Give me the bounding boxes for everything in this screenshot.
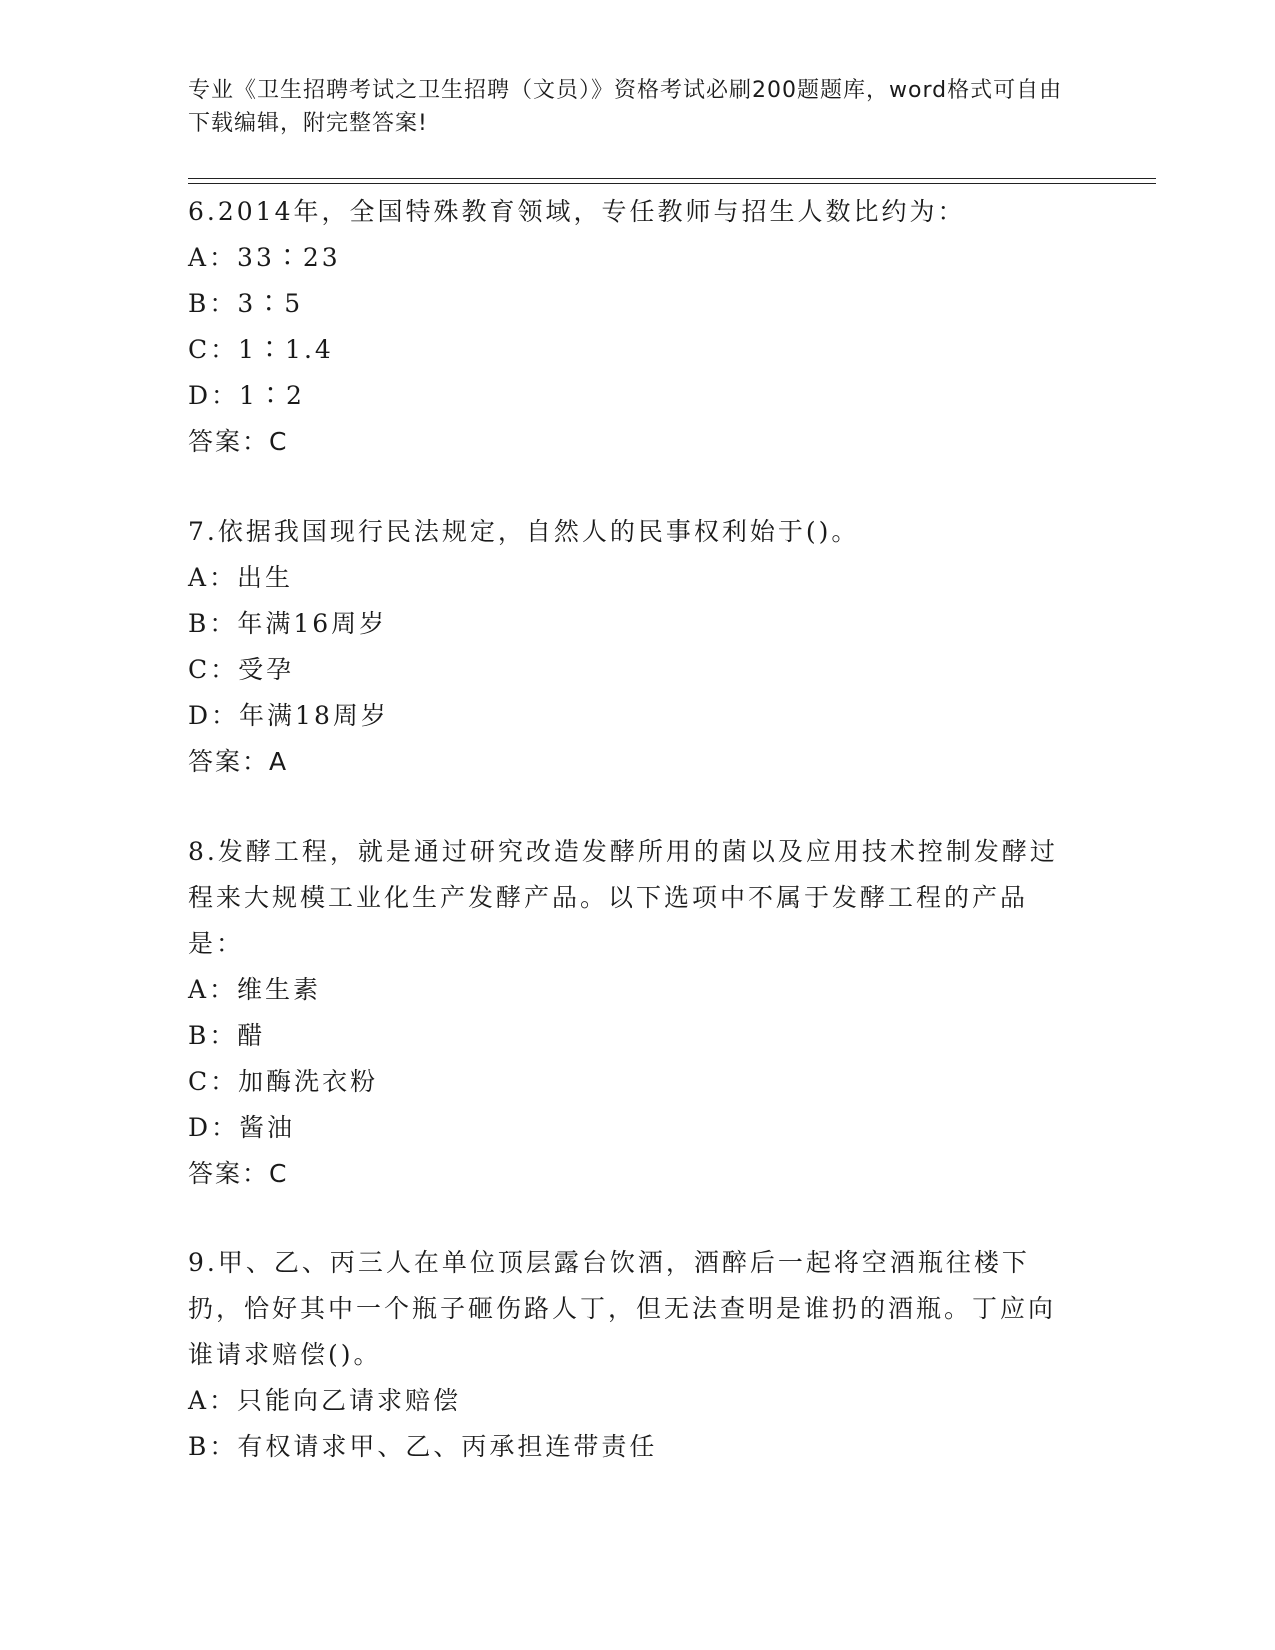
option-a: A：只能向乙请求赔偿 bbox=[188, 1386, 462, 1415]
question-7 bbox=[188, 509, 1068, 785]
option-b: B：醋 bbox=[188, 1021, 266, 1050]
option-b: B：3∶5 bbox=[188, 289, 304, 318]
answer: 答案：A bbox=[188, 747, 289, 776]
option-a: A：出生 bbox=[188, 563, 294, 592]
question-8 bbox=[188, 829, 1068, 1197]
option-d: D：年满18周岁 bbox=[188, 701, 389, 730]
option-a: A：维生素 bbox=[188, 975, 322, 1004]
option-b: B：有权请求甲、乙、丙承担连带责任 bbox=[188, 1432, 658, 1461]
option-c: C：1∶1.4 bbox=[188, 335, 334, 364]
document-header: 专业《卫生招聘考试之卫生招聘（文员）》资格考试必刷200题题库，word格式可自由下载编辑，附完整答案! bbox=[188, 78, 1063, 136]
answer: 答案：C bbox=[188, 427, 289, 456]
question-stem: 7.依据我国现行民法规定，自然人的民事权利始于()。 bbox=[188, 517, 860, 546]
question-stem: 9.甲、乙、丙三人在单位顶层露台饮酒，酒醉后一起将空酒瓶往楼下扔，恰好其中一个瓶子砸伤路人丁，但无法查明是谁扔的酒瓶。丁应向谁请求赔偿()。 bbox=[188, 1248, 1057, 1369]
option-a: A：33∶23 bbox=[188, 243, 341, 272]
question-stem: 6.2014年，全国特殊教育领域，专任教师与招生人数比约为： bbox=[188, 197, 966, 226]
option-d: D：1∶2 bbox=[188, 381, 305, 410]
option-b: B：年满16周岁 bbox=[188, 609, 388, 638]
header-divider-top bbox=[188, 178, 1156, 179]
option-c: C：加酶洗衣粉 bbox=[188, 1067, 379, 1096]
option-d: D：酱油 bbox=[188, 1113, 296, 1142]
question-stem: 8.发酵工程，就是通过研究改造发酵所用的菌以及应用技术控制发酵过程来大规模工业化生产发酵产品。以下选项中不属于发酵工程的产品是： bbox=[188, 837, 1058, 958]
question-6 bbox=[188, 189, 1068, 465]
answer: 答案：C bbox=[188, 1159, 289, 1188]
header-divider-bottom bbox=[188, 183, 1156, 184]
question-9 bbox=[188, 1240, 1068, 1470]
option-c: C：受孕 bbox=[188, 655, 295, 684]
